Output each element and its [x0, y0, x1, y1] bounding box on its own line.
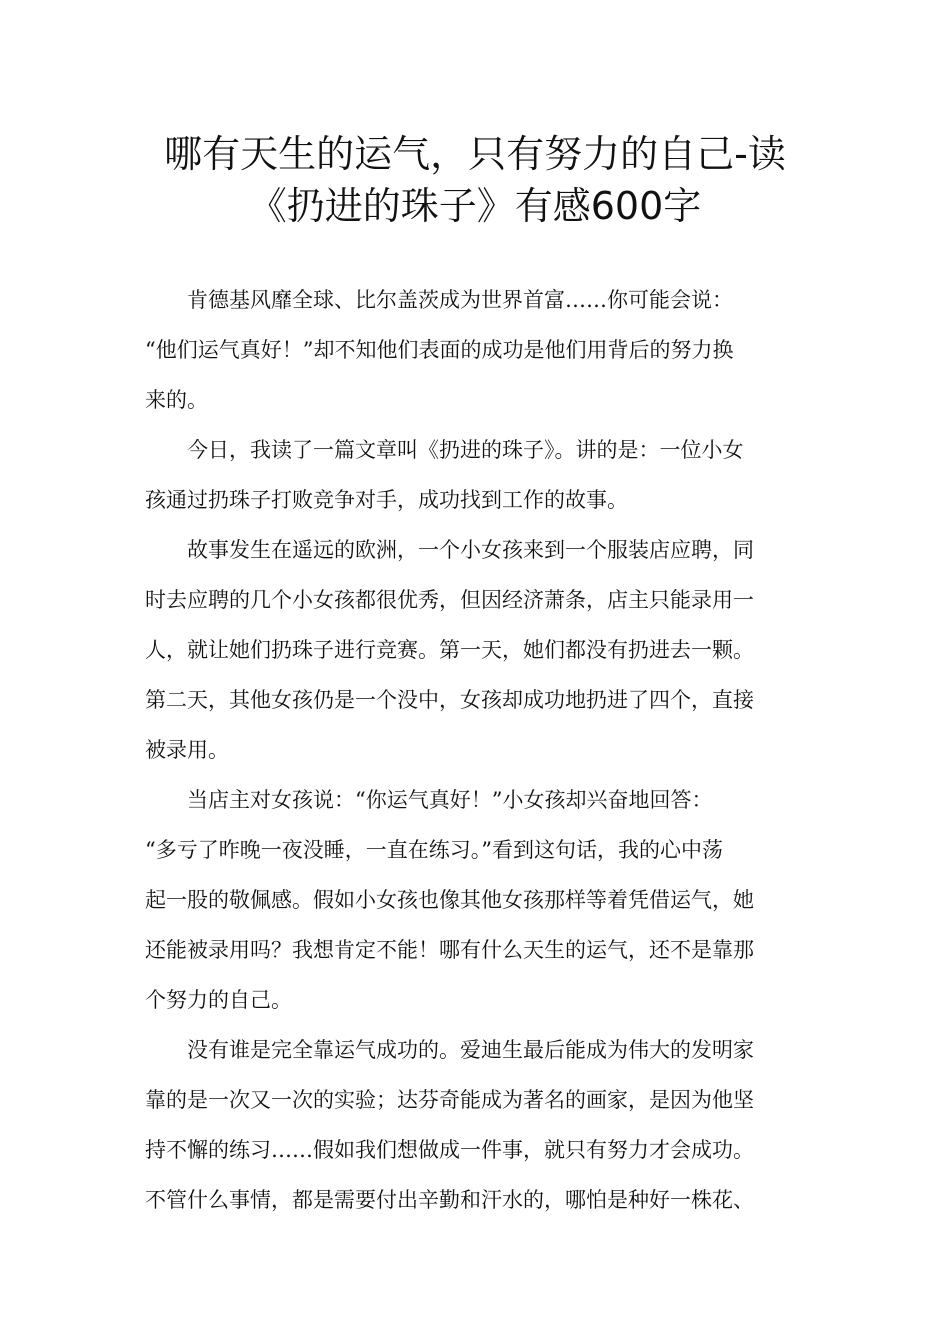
paragraph-3: [145, 525, 807, 775]
paragraph-line: 第二天，其他女孩仍是一个没中，女孩却成功地扔进了四个，直接: [145, 688, 754, 712]
paragraph-line: 故事发生在遥远的欧洲，一个小女孩来到一个服装店应聘，同: [187, 538, 754, 562]
paragraph-4: [145, 775, 807, 1025]
paragraph-line: 还能被录用吗？我想肯定不能！哪有什么天生的运气，还不是靠那: [145, 938, 754, 962]
paragraph-line: 今日，我读了一篇文章叫《扔进的珠子》。讲的是：一位小女: [187, 438, 744, 462]
title-line-1: 哪有天生的运气，只有努力的自己-读: [164, 132, 786, 176]
paragraph-5: [145, 1025, 807, 1225]
paragraph-line: 持不懈的练习……假如我们想做成一件事，就只有努力才会成功。: [145, 1138, 754, 1162]
paragraph-line: 孩通过扔珠子打败竞争对手，成功找到工作的故事。: [145, 488, 628, 512]
paragraph-line: 起一股的敬佩感。假如小女孩也像其他女孩那样等着凭借运气，她: [145, 888, 754, 912]
paragraph-line: 人，就让她们扔珠子进行竞赛。第一天，她们都没有扔进去一颗。: [145, 638, 754, 662]
paragraph-line: 没有谁是完全靠运气成功的。爱迪生最后能成为伟大的发明家: [187, 1038, 754, 1062]
paragraph-2: [145, 425, 807, 525]
paragraph-line: 不管什么事情，都是需要付出辛勤和汗水的，哪怕是种好一株花、: [145, 1188, 754, 1212]
paragraph-line: 来的。: [145, 388, 208, 412]
paragraph-line: “他们运气真好！”却不知他们表面的成功是他们用背后的努力换: [145, 338, 734, 362]
paragraph-line: “多亏了昨晚一夜没睡，一直在练习。”看到这句话，我的心中荡: [145, 838, 723, 862]
paragraph-1: [145, 275, 807, 425]
paragraph-line: 当店主对女孩说：“你运气真好！”小女孩却兴奋地回答：: [187, 788, 713, 812]
paragraph-line: 时去应聘的几个小女孩都很优秀，但因经济萧条，店主只能录用一: [145, 588, 754, 612]
paragraph-line: 个努力的自己。: [145, 988, 292, 1012]
paragraph-line: 靠的是一次又一次的实验；达芬奇能成为著名的画家，是因为他坚: [145, 1088, 754, 1112]
title-line-2: 《扔进的珠子》有感600字: [248, 184, 702, 228]
paragraph-line: 肯德基风靡全球、比尔盖茨成为世界首富……你可能会说：: [187, 288, 733, 312]
document-body: [145, 275, 807, 1225]
document-title: [80, 128, 870, 232]
paragraph-line: 被录用。: [145, 738, 229, 762]
